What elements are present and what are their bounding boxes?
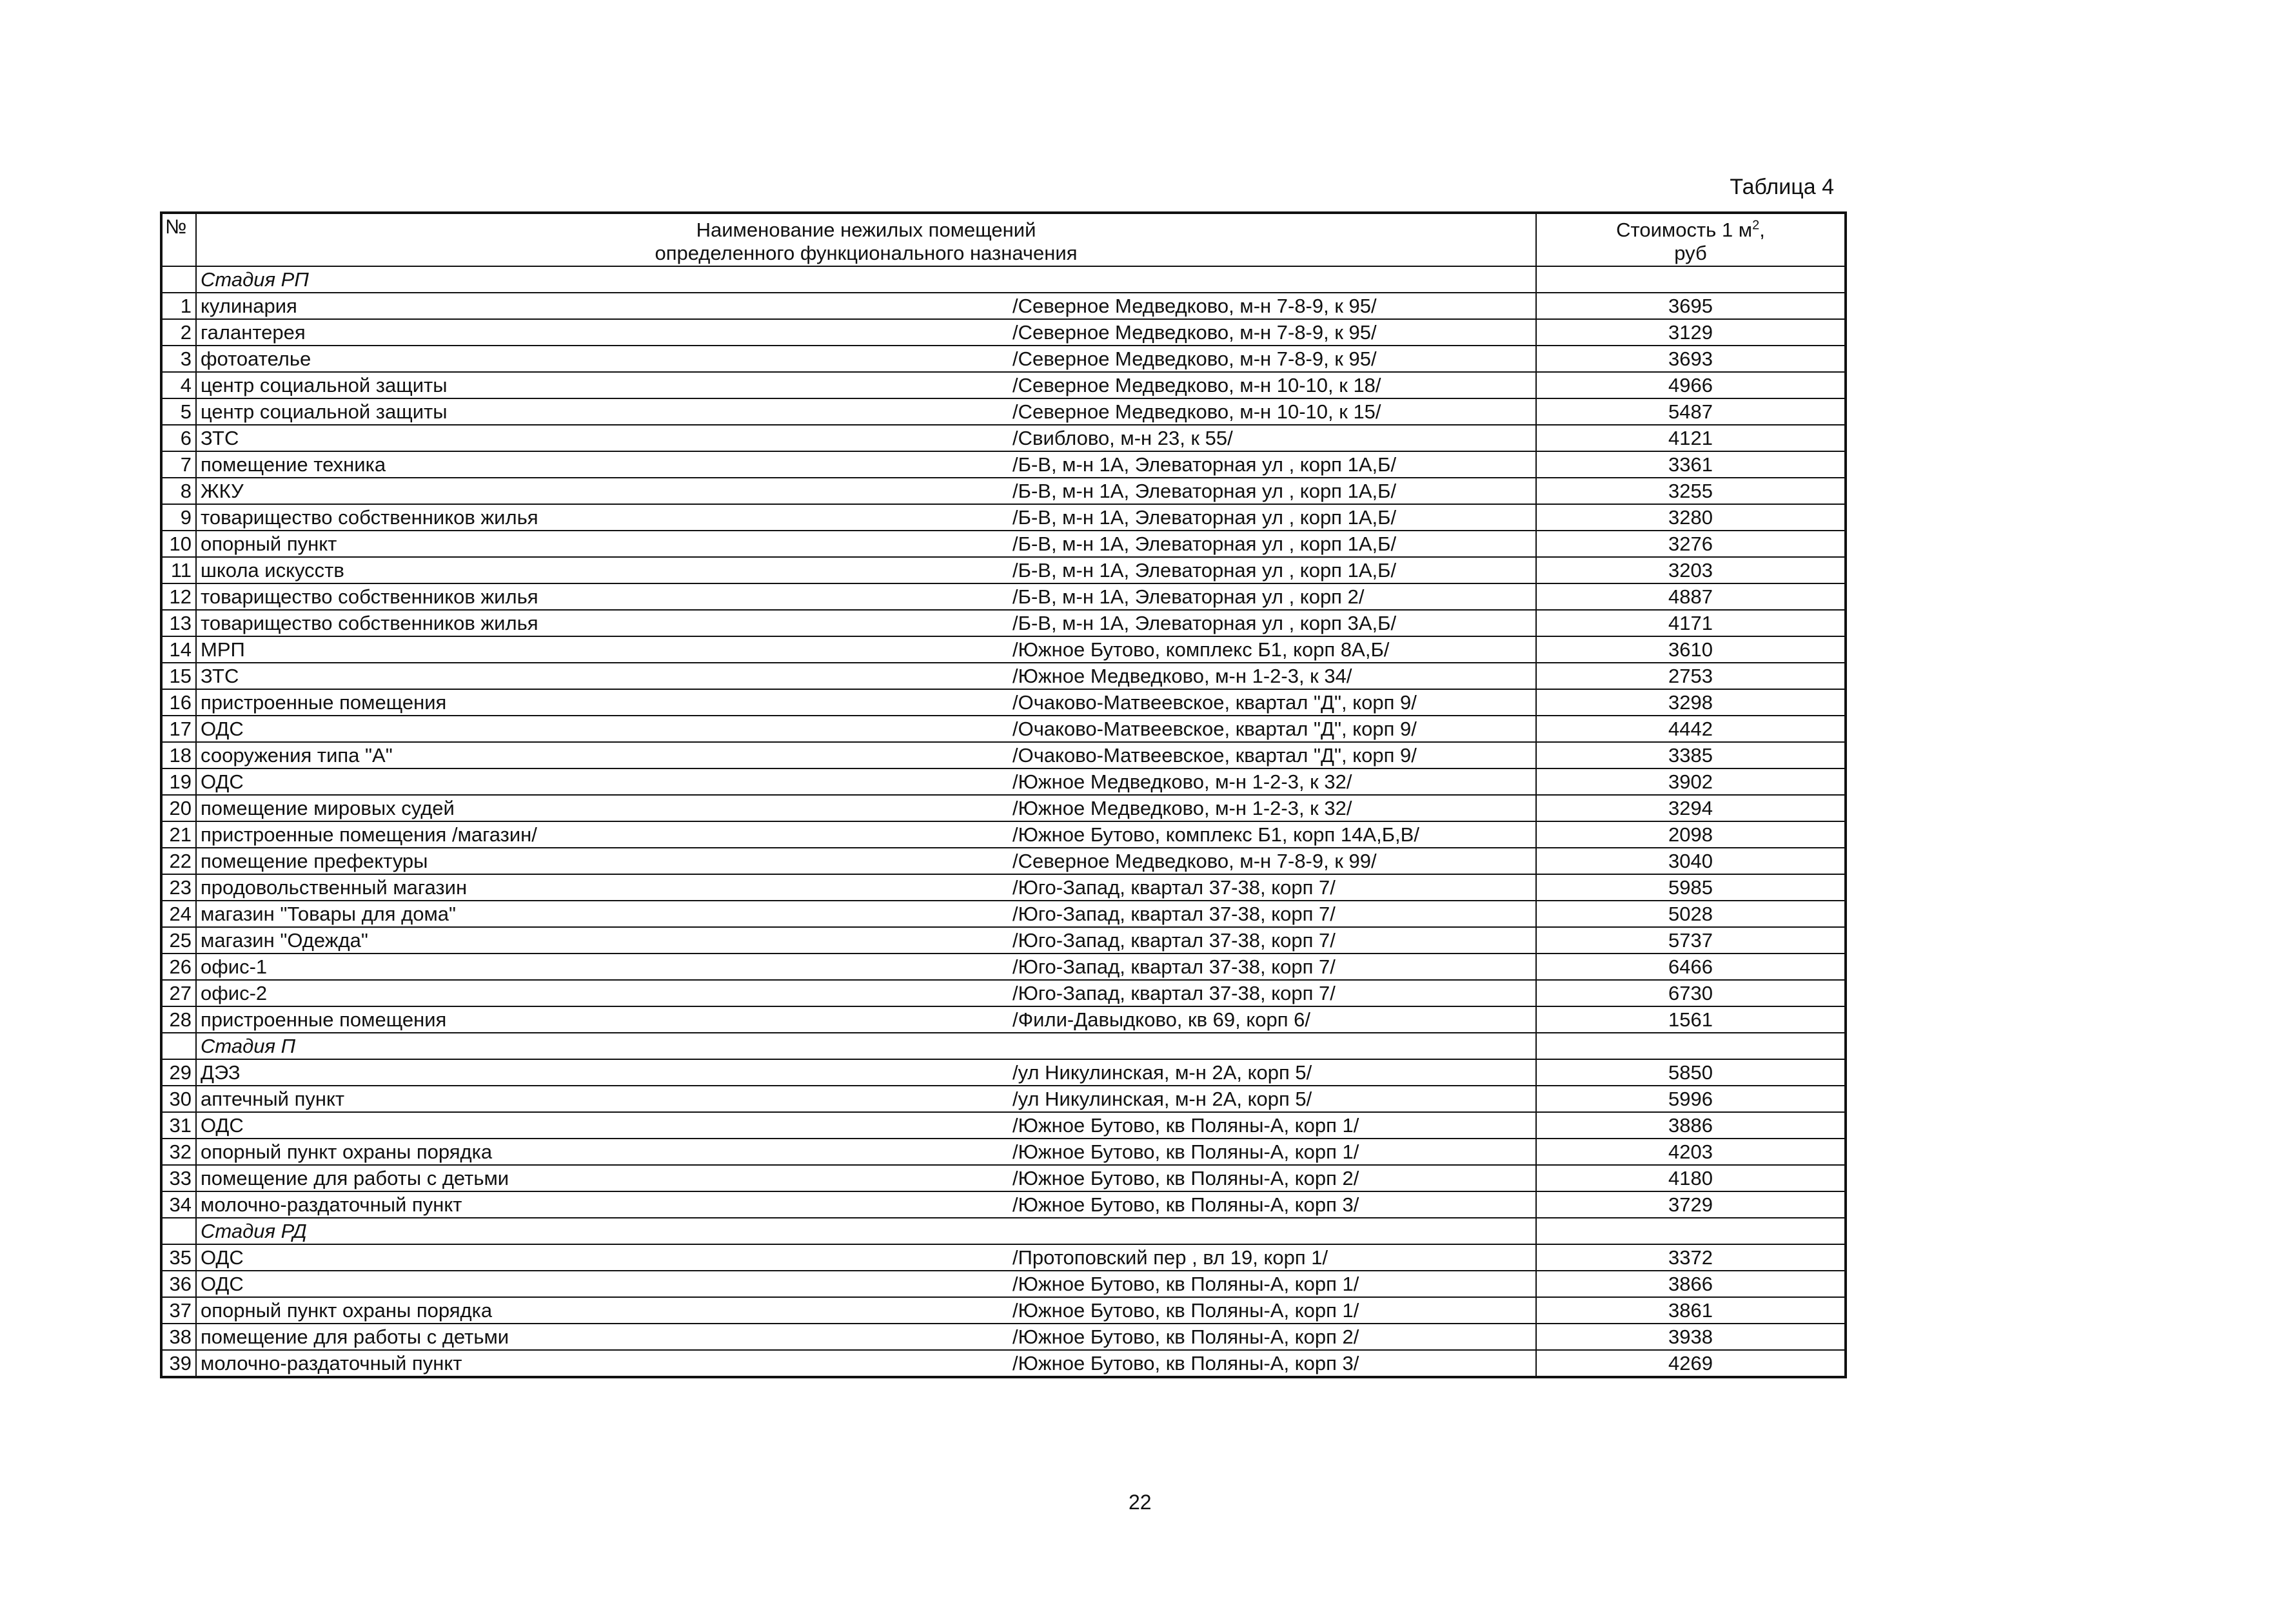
row-number: 19 [161,768,196,795]
table-row [161,821,1846,848]
table-row [161,346,1846,372]
cost-per-m2: 3040 [1536,848,1846,874]
cost-per-m2: 4269 [1536,1350,1846,1377]
row-number: 36 [161,1271,196,1297]
premises-name: магазин "Товары для дома" [196,901,1009,927]
premises-address: /ул Никулинская, м-н 2А, корп 5/ [1009,1059,1536,1086]
row-number: 1 [161,293,196,319]
table-row [161,927,1846,954]
table-row [161,1139,1846,1165]
table-row [161,848,1846,874]
header-cost-sup: 2 [1752,218,1760,233]
row-number: 11 [161,557,196,583]
premises-address: /Юго-Запад, квартал 37-38, корп 7/ [1009,980,1536,1006]
premises-address: /Очаково-Матвеевское, квартал "Д", корп 9/ [1009,742,1536,768]
premises-address: /Юго-Запад, квартал 37-38, корп 7/ [1009,927,1536,954]
premises-address: /Юго-Запад, квартал 37-38, корп 7/ [1009,874,1536,901]
table-row [161,768,1846,795]
premises-address: /Южное Медведково, м-н 1-2-3, к 34/ [1009,663,1536,689]
row-number: 33 [161,1165,196,1191]
table-row [161,689,1846,716]
premises-address: /Очаково-Матвеевское, квартал "Д", корп 9/ [1009,716,1536,742]
premises-address: /Б-В, м-н 1А, Элеваторная ул , корп 1А,Б/ [1009,478,1536,504]
row-number: 37 [161,1297,196,1324]
cost-per-m2: 5985 [1536,874,1846,901]
cost-per-m2: 4121 [1536,425,1846,451]
premises-name: магазин "Одежда" [196,927,1009,954]
row-number: 39 [161,1350,196,1377]
premises-name: школа искусств [196,557,1009,583]
premises-address: /Южное Бутово, комплекс Б1, корп 14А,Б,В/ [1009,821,1536,848]
row-number: 21 [161,821,196,848]
premises-name: пристроенные помещения [196,1006,1009,1033]
row-number: 2 [161,319,196,346]
premises-address: /Северное Медведково, м-н 7-8-9, к 95/ [1009,293,1536,319]
row-number: 38 [161,1324,196,1350]
table-row [161,372,1846,398]
stage-label: Стадия РП [196,266,1536,293]
table-row [161,1324,1846,1350]
premises-address: /Южное Бутово, кв Поляны-А, корп 2/ [1009,1324,1536,1350]
header-cost-text: Стоимость 1 м [1616,219,1753,241]
table-row [161,874,1846,901]
cost-per-m2: 6466 [1536,954,1846,980]
premises-address: /Б-В, м-н 1А, Элеваторная ул , корп 2/ [1009,583,1536,610]
row-number: 3 [161,346,196,372]
row-number: 24 [161,901,196,927]
stage-num-blank [161,266,196,293]
table-row [161,531,1846,557]
row-number: 4 [161,372,196,398]
table-row [161,293,1846,319]
row-number: 27 [161,980,196,1006]
cost-per-m2: 4442 [1536,716,1846,742]
cost-per-m2: 3886 [1536,1112,1846,1139]
row-number: 20 [161,795,196,821]
premises-address: /Свиблово, м-н 23, к 55/ [1009,425,1536,451]
row-number: 6 [161,425,196,451]
cost-per-m2: 3372 [1536,1244,1846,1271]
row-number: 13 [161,610,196,636]
premises-address: /Юго-Запад, квартал 37-38, корп 7/ [1009,901,1536,927]
cost-per-m2: 3203 [1536,557,1846,583]
premises-address: /Южное Бутово, кв Поляны-А, корп 1/ [1009,1112,1536,1139]
premises-name: молочно-раздаточный пункт [196,1191,1009,1218]
table-row [161,636,1846,663]
premises-address: /Б-В, м-н 1А, Элеваторная ул , корп 1А,Б/ [1009,504,1536,531]
stage-num-blank [161,1218,196,1244]
premises-address: /Протоповский пер , вл 19, корп 1/ [1009,1244,1536,1271]
premises-name: помещение техника [196,451,1009,478]
premises-name: помещение мировых судей [196,795,1009,821]
premises-address: /Южное Бутово, кв Поляны-А, корп 2/ [1009,1165,1536,1191]
cost-per-m2: 5737 [1536,927,1846,954]
premises-address: /Б-В, м-н 1А, Элеваторная ул , корп 1А,Б/ [1009,451,1536,478]
premises-address: /Северное Медведково, м-н 10-10, к 15/ [1009,398,1536,425]
table-row [161,716,1846,742]
table-row [161,398,1846,425]
row-number: 10 [161,531,196,557]
cost-per-m2: 1561 [1536,1006,1846,1033]
premises-name: опорный пункт охраны порядка [196,1297,1009,1324]
row-number: 5 [161,398,196,425]
header-cost-line1 [1536,213,1846,242]
row-number: 9 [161,504,196,531]
premises-address: /Северное Медведково, м-н 7-8-9, к 95/ [1009,346,1536,372]
cost-per-m2: 6730 [1536,980,1846,1006]
table-row [161,451,1846,478]
table-row [161,954,1846,980]
row-number: 7 [161,451,196,478]
table-row [161,901,1846,927]
header-num-blank [161,242,196,266]
table-row [161,425,1846,451]
premises-address: /Южное Бутово, кв Поляны-А, корп 1/ [1009,1139,1536,1165]
row-number: 18 [161,742,196,768]
stage-cost-blank [1536,1218,1846,1244]
stage-row [161,1218,1846,1244]
stage-row [161,1033,1846,1059]
premises-name: продовольственный магазин [196,874,1009,901]
premises-name: ОДС [196,1271,1009,1297]
header-cost-comma: , [1759,219,1765,241]
premises-address: /Южное Бутово, кв Поляны-А, корп 3/ [1009,1191,1536,1218]
premises-name: опорный пункт [196,531,1009,557]
premises-name: ОДС [196,1244,1009,1271]
table-row [161,557,1846,583]
cost-per-m2: 5850 [1536,1059,1846,1086]
premises-name: пристроенные помещения /магазин/ [196,821,1009,848]
stage-cost-blank [1536,266,1846,293]
cost-per-m2: 2098 [1536,821,1846,848]
cost-per-m2: 3866 [1536,1271,1846,1297]
premises-name: фотоателье [196,346,1009,372]
premises-name: ДЭЗ [196,1059,1009,1086]
table-row [161,1271,1846,1297]
stage-label: Стадия РД [196,1218,1536,1244]
header-num: № [161,213,196,242]
cost-per-m2: 5996 [1536,1086,1846,1112]
table-row [161,742,1846,768]
premises-address: /ул Никулинская, м-н 2А, корп 5/ [1009,1086,1536,1112]
premises-name: ОДС [196,1112,1009,1139]
row-number: 14 [161,636,196,663]
premises-address: /Юго-Запад, квартал 37-38, корп 7/ [1009,954,1536,980]
table-row [161,319,1846,346]
premises-name: товарищество собственников жилья [196,504,1009,531]
premises-name: ОДС [196,768,1009,795]
cost-per-m2: 4180 [1536,1165,1846,1191]
cost-per-m2: 3255 [1536,478,1846,504]
cost-per-m2: 3902 [1536,768,1846,795]
table-row [161,1191,1846,1218]
cost-per-m2: 4171 [1536,610,1846,636]
row-number: 12 [161,583,196,610]
cost-per-m2: 3729 [1536,1191,1846,1218]
row-number: 22 [161,848,196,874]
header-row-2 [161,242,1846,266]
premises-name: сооружения типа "А" [196,742,1009,768]
premises-address: /Южное Медведково, м-н 1-2-3, к 32/ [1009,795,1536,821]
premises-name: молочно-раздаточный пункт [196,1350,1009,1377]
premises-address: /Южное Бутово, кв Поляны-А, корп 1/ [1009,1297,1536,1324]
cost-per-m2: 3938 [1536,1324,1846,1350]
table-row [161,1112,1846,1139]
table-row [161,795,1846,821]
premises-address: /Южное Бутово, кв Поляны-А, корп 3/ [1009,1350,1536,1377]
table-caption: Таблица 4 [1730,175,1834,199]
row-number: 23 [161,874,196,901]
row-number: 35 [161,1244,196,1271]
premises-name: галантерея [196,319,1009,346]
table-row [161,980,1846,1006]
premises-address: /Южное Медведково, м-н 1-2-3, к 32/ [1009,768,1536,795]
cost-per-m2: 4966 [1536,372,1846,398]
row-number: 31 [161,1112,196,1139]
table-row [161,610,1846,636]
premises-address: /Очаково-Матвеевское, квартал "Д", корп 9/ [1009,689,1536,716]
cost-per-m2: 3610 [1536,636,1846,663]
header-title-line1: Наименование нежилых помещений [196,213,1536,242]
stage-num-blank [161,1033,196,1059]
premises-name: центр социальной защиты [196,372,1009,398]
row-number: 29 [161,1059,196,1086]
cost-per-m2: 4887 [1536,583,1846,610]
premises-name: ЗТС [196,425,1009,451]
cost-per-m2: 3280 [1536,504,1846,531]
stage-row [161,266,1846,293]
row-number: 8 [161,478,196,504]
premises-name: пристроенные помещения [196,689,1009,716]
cost-per-m2: 2753 [1536,663,1846,689]
premises-name: офис-2 [196,980,1009,1006]
premises-name: опорный пункт охраны порядка [196,1139,1009,1165]
table-row [161,1086,1846,1112]
table-row [161,1006,1846,1033]
table-row [161,663,1846,689]
premises-name: помещение префектуры [196,848,1009,874]
premises-address: /Фили-Давыдково, кв 69, корп 6/ [1009,1006,1536,1033]
premises-address: /Северное Медведково, м-н 7-8-9, к 95/ [1009,319,1536,346]
row-number: 26 [161,954,196,980]
premises-address: /Северное Медведково, м-н 7-8-9, к 99/ [1009,848,1536,874]
stage-cost-blank [1536,1033,1846,1059]
premises-name: кулинария [196,293,1009,319]
cost-per-m2: 3693 [1536,346,1846,372]
row-number: 17 [161,716,196,742]
cost-per-m2: 4203 [1536,1139,1846,1165]
cost-per-m2: 3294 [1536,795,1846,821]
cost-table [160,211,1847,1378]
row-number: 25 [161,927,196,954]
cost-per-m2: 3298 [1536,689,1846,716]
premises-name: помещение для работы с детьми [196,1165,1009,1191]
premises-name: помещение для работы с детьми [196,1324,1009,1350]
cost-per-m2: 3861 [1536,1297,1846,1324]
premises-address: /Б-В, м-н 1А, Элеваторная ул , корп 1А,Б/ [1009,531,1536,557]
premises-address: /Б-В, м-н 1А, Элеваторная ул , корп 1А,Б/ [1009,557,1536,583]
table-row [161,583,1846,610]
table-row [161,1297,1846,1324]
premises-name: ЖКУ [196,478,1009,504]
row-number: 15 [161,663,196,689]
table-row [161,1165,1846,1191]
header-row [161,213,1846,242]
premises-name: МРП [196,636,1009,663]
table-row [161,478,1846,504]
row-number: 16 [161,689,196,716]
cost-per-m2: 5028 [1536,901,1846,927]
cost-per-m2: 3695 [1536,293,1846,319]
row-number: 30 [161,1086,196,1112]
premises-name: товарищество собственников жилья [196,583,1009,610]
header-title-line2: определенного функционального назначения [196,242,1536,266]
premises-address: /Б-В, м-н 1А, Элеваторная ул , корп 3А,Б/ [1009,610,1536,636]
premises-address: /Северное Медведково, м-н 10-10, к 18/ [1009,372,1536,398]
row-number: 28 [161,1006,196,1033]
table-row [161,1244,1846,1271]
premises-name: товарищество собственников жилья [196,610,1009,636]
row-number: 32 [161,1139,196,1165]
row-number: 34 [161,1191,196,1218]
table-row [161,1350,1846,1377]
cost-per-m2: 3129 [1536,319,1846,346]
header-cost-line2: руб [1536,242,1846,266]
premises-name: офис-1 [196,954,1009,980]
premises-address: /Южное Бутово, комплекс Б1, корп 8А,Б/ [1009,636,1536,663]
premises-name: ЗТС [196,663,1009,689]
cost-per-m2: 5487 [1536,398,1846,425]
table-row [161,1059,1846,1086]
cost-per-m2: 3361 [1536,451,1846,478]
cost-per-m2: 3276 [1536,531,1846,557]
premises-name: центр социальной защиты [196,398,1009,425]
page-number: 22 [1129,1491,1152,1514]
table-row [161,504,1846,531]
premises-name: аптечный пункт [196,1086,1009,1112]
premises-address: /Южное Бутово, кв Поляны-А, корп 1/ [1009,1271,1536,1297]
stage-label: Стадия П [196,1033,1536,1059]
cost-per-m2: 3385 [1536,742,1846,768]
premises-name: ОДС [196,716,1009,742]
cost-table-body [161,213,1846,1377]
